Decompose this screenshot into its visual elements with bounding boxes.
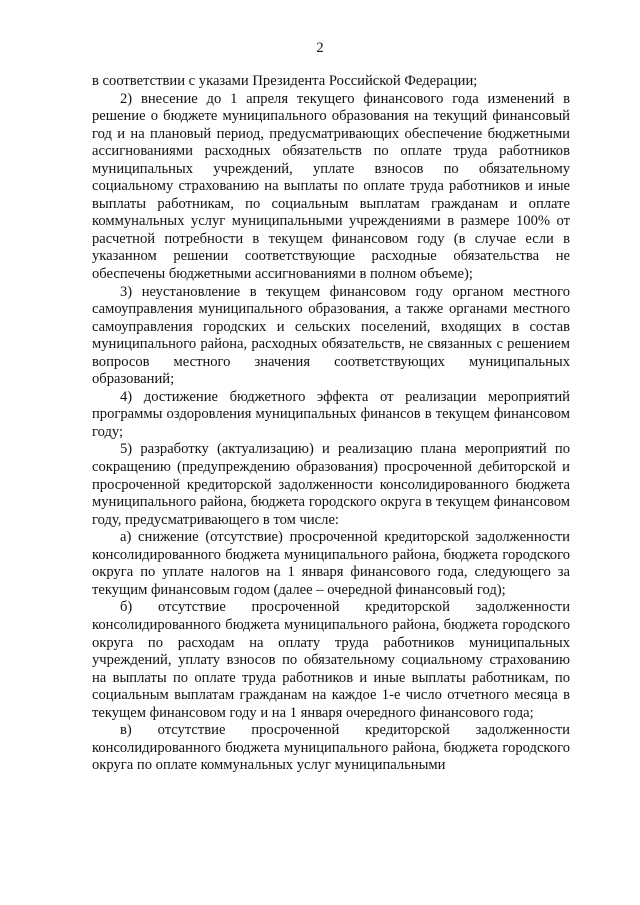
page-number: 2 — [316, 40, 324, 56]
document-body — [92, 73, 570, 775]
paragraph: б) отсутствие просроченной кредиторской задолженности консолидированного бюджета муниципального района, бюджета городского округа по расходам на оплату труда работников муниципальных учреждений, уплату взносов по обязательному социальному страхованию на выплаты по оплате труда работников и иные выплаты работникам, по социальным выплатам гражданам на каждое 1-е число отчетного месяца в текущем финансовом году и на 1 января очередного финансового года; — [92, 599, 570, 721]
paragraph: в соответствии с указами Президента Российской Федерации; — [92, 73, 478, 89]
paragraph: в) отсутствие просроченной кредиторской задолженности консолидированного бюджета муниципального района, бюджета городского округа по оплате коммунальных услуг муниципальными — [92, 722, 570, 774]
paragraph: 5) разработку (актуализацию) и реализацию плана мероприятий по сокращению (предупреждению образования) просроченной дебиторской и просроченной кредиторской задолженности консолидированного бюджета муниципального района, бюджета городского округа в текущем финансовом году, предусматривающего в том числе: — [92, 441, 570, 528]
paragraph: а) снижение (отсутствие) просроченной кредиторской задолженности консолидированного бюджета муниципального района, бюджета городского округа по уплате налогов на 1 января финансового года, следующего за текущим финансовым годом (далее – очередной финансовый год); — [92, 529, 570, 598]
paragraph: 2) внесение до 1 апреля текущего финансового года изменений в решение о бюджете муниципального образования на текущий финансовый год и на плановый период, предусматривающих обеспечение бюджетными ассигнованиями расходных обязательств по оплате труда работников муниципальных учреждений, уплате взносов по обязательному социальному страхованию на выплаты по оплате труда работников и иные выплаты работникам, по социальным выплатам гражданам и оплате коммунальных услуг муниципальными учреждениями в размере 100% от расчетной потребности в текущем финансовом году (в случае если в указанном решении соответствующие расходные обязательства не обеспечены бюджетными ассигнованиями в полном объеме); — [92, 90, 570, 283]
paragraph: 4) достижение бюджетного эффекта от реализации мероприятий программы оздоровления муниципальных финансов в текущем финансовом году; — [92, 388, 570, 440]
paragraph: 3) неустановление в текущем финансовом году органом местного самоуправления муниципального образования, а также органами местного самоуправления городских и сельских поселений, входящих в состав муниципального района, расходных обязательств, не связанных с решением вопросов местного значения соответствующих муниципальных образований; — [92, 283, 570, 388]
